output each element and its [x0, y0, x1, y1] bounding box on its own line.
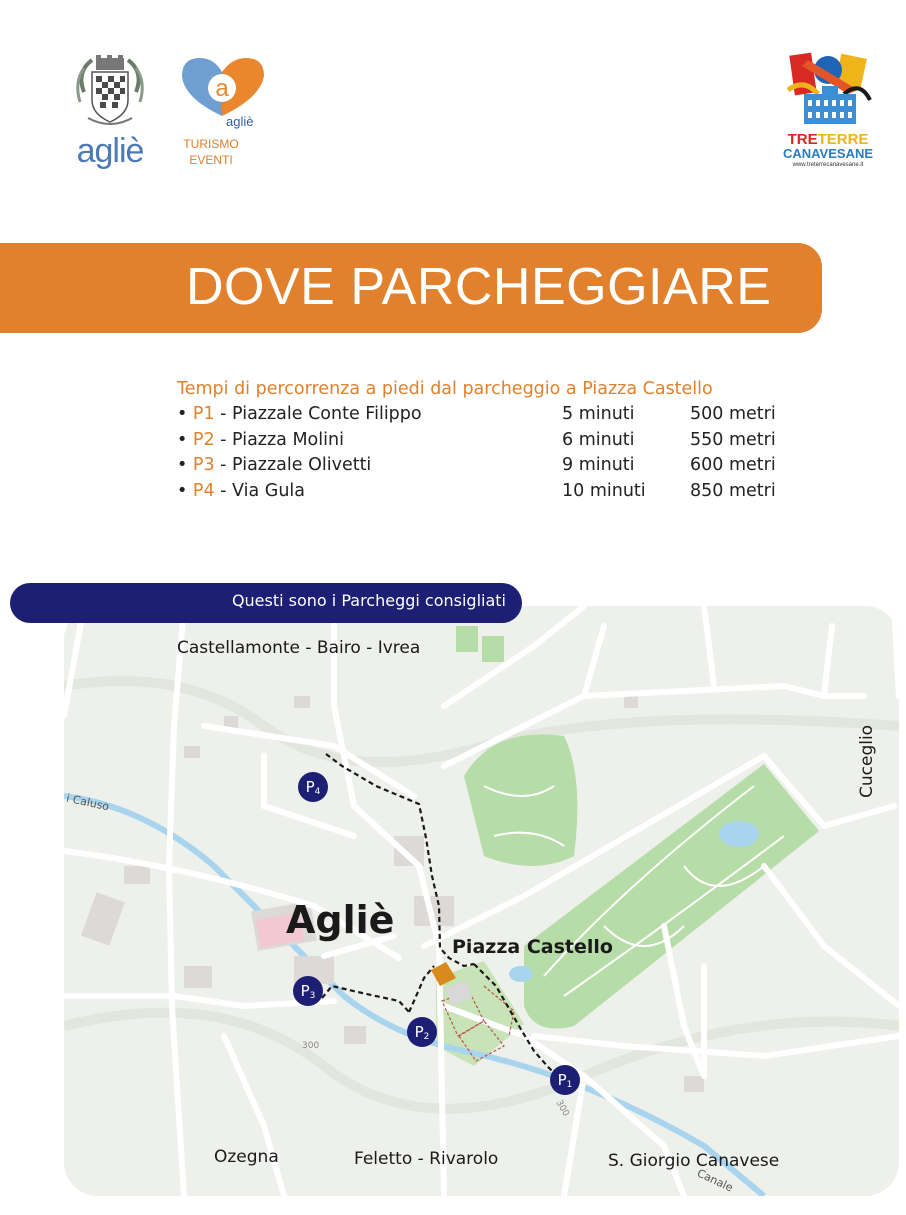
turismo-logo-small-text: agliè	[226, 114, 254, 129]
walk-distance: 500 metri	[690, 404, 776, 424]
walk-time: 10 minuti	[562, 480, 646, 501]
castle-collage-icon	[778, 50, 878, 132]
parking-code: P4	[192, 480, 215, 501]
parking-map[interactable]	[64, 606, 899, 1196]
parking-code: P3	[192, 455, 215, 475]
feletto-rivarolo-label: Feletto - Rivarolo	[354, 1149, 499, 1169]
cuceglio-label: Cuceglio	[857, 724, 877, 798]
treterre-tre-text: TRE	[787, 131, 818, 148]
bullet: •	[177, 404, 188, 424]
caluso-road-label: i Caluso	[65, 791, 111, 814]
parking-marker-p3[interactable]: $P_3$	[293, 976, 323, 1006]
piazza-castello-label: Piazza Castello	[452, 936, 613, 958]
aglie-coat-of-arms-logo	[70, 52, 150, 172]
walk-time: 5 minuti	[562, 404, 635, 424]
recommended-parking-text: Questi sono i Parcheggi consigliati	[231, 591, 506, 610]
walk-distance: 850 metri	[690, 480, 776, 501]
crest-icon	[70, 52, 150, 132]
treterre-url-text: www.treterrecanavesane.it	[792, 162, 864, 168]
aglie-town-label: Agliè	[286, 898, 395, 942]
turismo-label: TURISMO	[183, 137, 239, 151]
list-item	[177, 453, 797, 479]
walking-times-heading: Tempi di percorrenza a piedi dal parcheggio a Piazza Castello	[177, 379, 713, 399]
treterre-canavesane-logo	[778, 50, 878, 180]
treterre-terre-text: TERRE	[817, 131, 869, 148]
bullet: •	[177, 480, 188, 501]
parking-code: P1	[192, 404, 215, 424]
map-canvas	[64, 606, 899, 1196]
aglie-logo-text: agliè	[76, 132, 144, 170]
turismo-eventi-logo	[176, 54, 276, 174]
svg-text:300: 300	[302, 1041, 320, 1051]
canale-label: Canale	[695, 1166, 735, 1195]
parking-name: - Via Gula	[220, 480, 306, 501]
walk-time: 6 minuti	[562, 429, 635, 450]
list-item	[177, 479, 797, 505]
title-banner	[0, 243, 822, 333]
list-item	[177, 402, 797, 428]
walk-distance: 550 metri	[690, 429, 776, 450]
treterre-canavesane-text: CANAVESANE	[782, 146, 874, 161]
parking-marker-p4[interactable]: $P_4$	[298, 772, 328, 802]
lake	[719, 821, 759, 847]
walk-distance: 600 metri	[690, 455, 776, 475]
parking-name: - Piazzale Conte Filippo	[220, 404, 422, 424]
north-destinations-label: Castellamonte - Bairo - Ivrea	[177, 638, 421, 658]
svg-text:a: a	[215, 75, 229, 102]
page-title: DOVE PARCHEGGIARE	[186, 258, 772, 316]
parking-marker-p2[interactable]: $P_2$	[407, 1017, 437, 1047]
recommended-parking-label	[10, 583, 522, 623]
walking-times-list	[177, 376, 797, 504]
bullet: •	[177, 429, 188, 450]
eventi-label: EVENTI	[189, 153, 233, 167]
parking-name: - Piazza Molini	[220, 429, 344, 450]
svg-text:300: 300	[553, 1098, 571, 1119]
san-giorgio-label: S. Giorgio Canavese	[608, 1151, 780, 1171]
ozegna-label: Ozegna	[214, 1147, 279, 1167]
walk-time: 9 minuti	[562, 455, 635, 475]
parking-name: - Piazzale Olivetti	[220, 455, 372, 475]
bullet: •	[177, 455, 188, 475]
parking-marker-p1[interactable]: $P_1$	[550, 1065, 580, 1095]
list-item	[177, 428, 797, 454]
parking-code: P2	[192, 429, 215, 450]
